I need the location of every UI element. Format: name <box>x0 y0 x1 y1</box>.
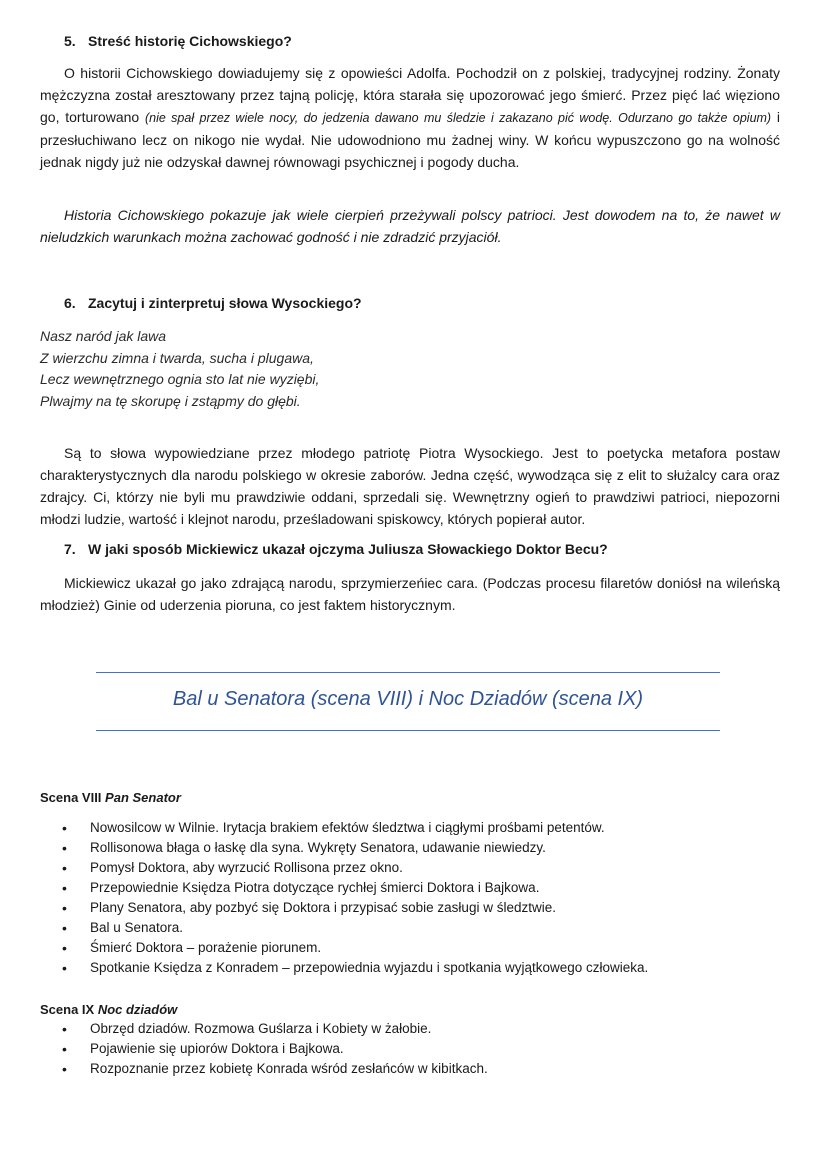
section-rule-top <box>96 672 720 673</box>
question-6-answer-paragraph: Są to słowa wypowiedziane przez młodego patriotę Piotra Wysockiego. Jest to poetycka metafora postaw charakterystycznych dla narodu polskiego w okresie zaborów. Jedna część, wywodząca się z elit to służalcy cara oraz zdrajcy. Ci, którzy nie byli mu prawdziwie oddani, sprzedali się. Wewnętrzny ogień to prawdziwi patrioci, niepozorni młodzi ludzie, wartość i klejnot narodu, prześladowani spiskowcy, których popierał autor. <box>40 445 780 527</box>
quote-line: Nasz naród jak lawa <box>40 328 167 344</box>
list-item: • Pojawienie się upiorów Doktora i Bajkowa. <box>40 1039 488 1059</box>
question-5-answer-paragraph <box>40 62 780 173</box>
scene-8-label: Scena VIII <box>40 790 106 805</box>
scene-9-label: Scena IX <box>40 1002 98 1017</box>
question-5-number: 5. <box>64 33 76 49</box>
list-item: • Obrzęd dziadów. Rozmowa Guślarza i Kobiety w żałobie. <box>40 1019 488 1039</box>
wysocki-quote <box>40 326 319 412</box>
quote-line: Z wierzchu zimna i twarda, sucha i plugawa, <box>40 349 314 366</box>
scene-9-title: Noc dziadów <box>97 1002 178 1017</box>
section-title: Bal u Senatora (scena VIII) i Noc Dziadów (scena IX) <box>172 688 644 710</box>
question-7-heading <box>64 541 608 557</box>
question-5-heading <box>64 33 292 49</box>
list-item: • Rollisonowa błaga o łaskę dla syna. Wykręty Senatora, udawanie niewiedzy. <box>40 838 648 858</box>
question-6-number: 6. <box>64 295 76 311</box>
question-7-answer-paragraph: Mickiewicz ukazał go jako zdrającą narodu, sprzymierzeńiec cara. (Podczas procesu filaretów doniósł na wileńską młodzież) Ginie od uderzenia pioruna, co jest faktem historycznym. <box>40 575 780 613</box>
scene-8-heading <box>40 790 181 805</box>
list-item: • Rozpoznanie przez kobietę Konrada wśród zesłańców w kibitkach. <box>40 1059 488 1079</box>
scene-9-list <box>40 1019 488 1079</box>
list-item: • Nowosilcow w Wilnie. Irytacja brakiem efektów śledztwa i ciągłymi prośbami petentów. <box>40 818 648 838</box>
list-item: • Plany Senatora, aby pozbyć się Doktora i przypisać sobie zasługi w śledztwie. <box>40 898 648 918</box>
scene-8-list <box>40 818 648 978</box>
answer-note: (nie spał przez wiele nocy, do jedzenia dawano mu śledzie i zakazano pić wodę. Odurzano go także opium) <box>144 111 772 125</box>
list-item: • Śmierć Doktora – porażenie piorunem. <box>40 938 648 958</box>
quote-line: Lecz wewnętrznego ognia sto lat nie wyziębi, <box>40 371 320 387</box>
scene-9-heading <box>40 1002 177 1017</box>
answer-text: O historii Cichowskiego dowiadujemy się z opowieści Adolfa. Pochodził on z polskiej, tradycyjnej rodziny. Żonaty mężczyzna został aresztowany przez tajną policję, która starała się upozorować jego śmierć. Przez pięć lać więziono go, torturowano <box>40 65 780 125</box>
question-7-title: W jaki sposób Mickiewicz ukazał ojczyma Juliusza Słowackiego Doktor Becu? <box>88 541 608 557</box>
scene-8-title: Pan Senator <box>105 790 181 805</box>
question-6-heading <box>64 295 362 311</box>
list-item: • Przepowiednie Księdza Piotra dotyczące rychłej śmierci Doktora i Bajkowa. <box>40 878 648 898</box>
question-5-conclusion-paragraph: Historia Cichowskiego pokazuje jak wiele cierpień przeżywali polscy patrioci. Jest dowodem na to, że nawet w nieludzkich warunkach można zachować godność i nie zdradzić przyjaciół. <box>40 207 780 245</box>
question-5-title: Streść historię Cichowskiego? <box>88 33 292 49</box>
answer-text-continued: i przesłuchiwano lecz on nikogo nie wydał. Nie udowodniono mu żadnej winy. W końcu wypuszczono go na wolność jednak nigdy już nie odzyskał dawnej równowagi psychicznej i pogody ducha. <box>40 109 780 170</box>
question-7-number: 7. <box>64 541 76 557</box>
list-item: • Spotkanie Księdza z Konradem – przepowiednia wyjazdu i spotkania wyjątkowego człowieka. <box>40 958 648 978</box>
list-item: • Pomysł Doktora, aby wyrzucić Rollisona przez okno. <box>40 858 648 878</box>
quote-line: Plwajmy na tę skorupę i zstąpmy do głębi. <box>40 392 301 409</box>
list-item: • Bal u Senatora. <box>40 918 648 938</box>
section-rule-bottom <box>96 730 720 731</box>
question-6-title: Zacytuj i zinterpretuj słowa Wysockiego? <box>88 295 362 311</box>
